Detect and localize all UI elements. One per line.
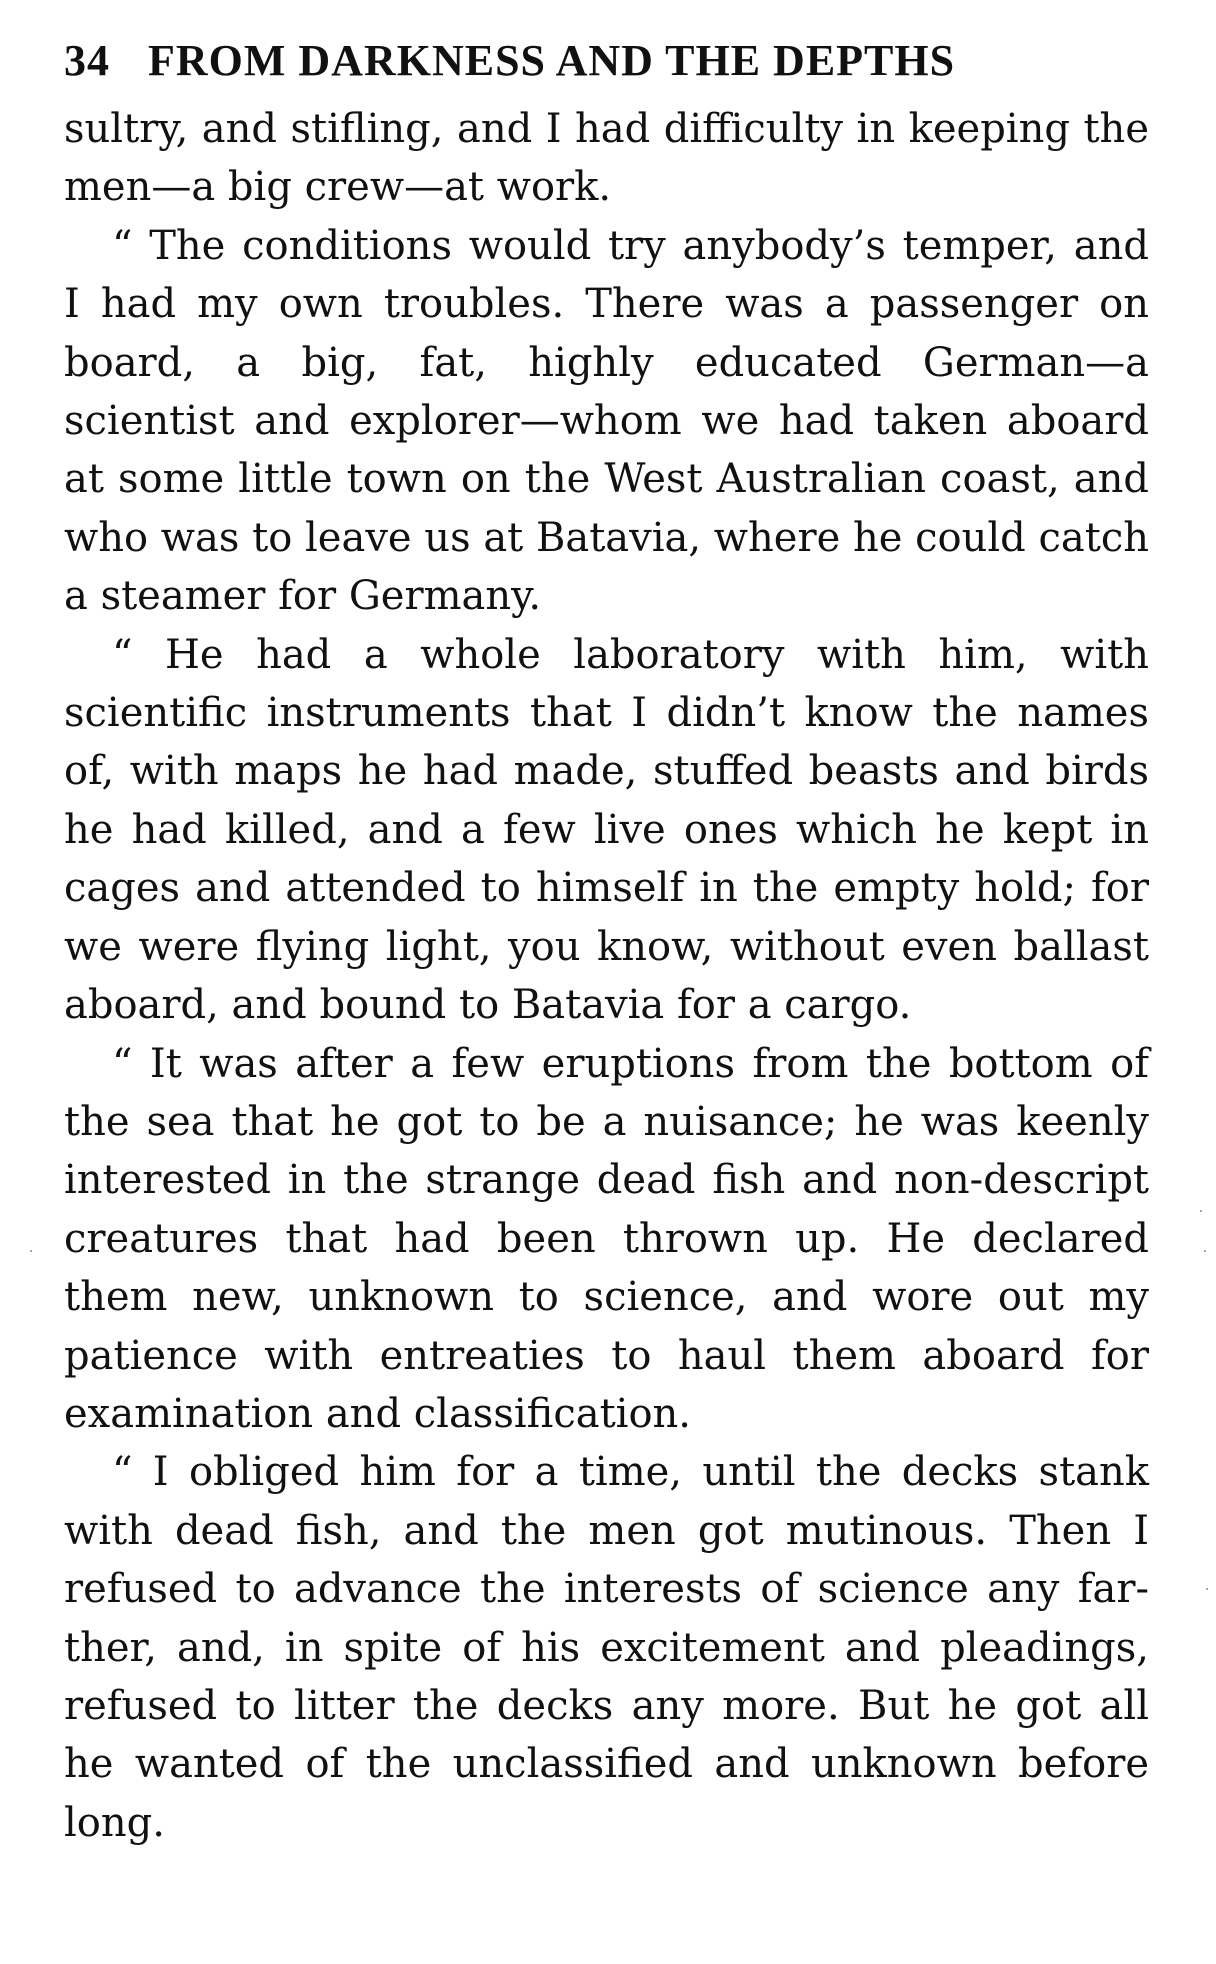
paragraph: “ He had a whole laboratory with him, with scientific instruments that I didn’t know the names of, with maps he had made, stuffed beasts and birds he had killed, and a few live ones which he kept in cages and attended to himself in the empty hold; for we were flying light, you know, without even ballast aboard, and bound to Batavia for a cargo. xyxy=(64,631,1149,1029)
paragraph: “ I obliged him for a time, until the decks stank with dead fish, and the men got mutinous. Then I refused to advance the interests of science any far-ther, and, in spite of his excitement and pleadings, refused to litter the decks any more. But he got all he wanted of the unclassified and unknown before long. xyxy=(64,1449,1149,1846)
paper-speck xyxy=(1200,1210,1202,1212)
book-page xyxy=(64,30,1149,1852)
body-text xyxy=(64,100,1149,1852)
paragraph: “ The conditions would try anybody’s temper, and I had my own troubles. There was a passenger on board, a big, fat, highly educated German—a scientist and explorer—whom we had taken aboard at some little town on the West Australian coast, and who was to leave us at Batavia, where he could catch a steamer for Germany. xyxy=(64,222,1149,620)
paper-speck xyxy=(1206,1588,1208,1590)
running-title: FROM DARKNESS AND THE DEPTHS xyxy=(148,36,956,85)
paper-speck xyxy=(1204,1250,1206,1252)
page-number: 34 xyxy=(64,36,110,85)
paragraph-continued: sultry, and stifling, and I had difficulty in keeping the men—a big crew—at work. xyxy=(64,106,1149,211)
paragraph: “ It was after a few eruptions from the bottom of the sea that he got to be a nuisance; he was keenly interested in the strange dead fish and non-descript creatures that had been thrown up. He declared them new, unknown to science, and wore out my patience with entreaties to haul them aboard for examination and classification. xyxy=(64,1040,1149,1437)
running-head xyxy=(64,30,1149,92)
paper-speck xyxy=(30,1250,32,1252)
